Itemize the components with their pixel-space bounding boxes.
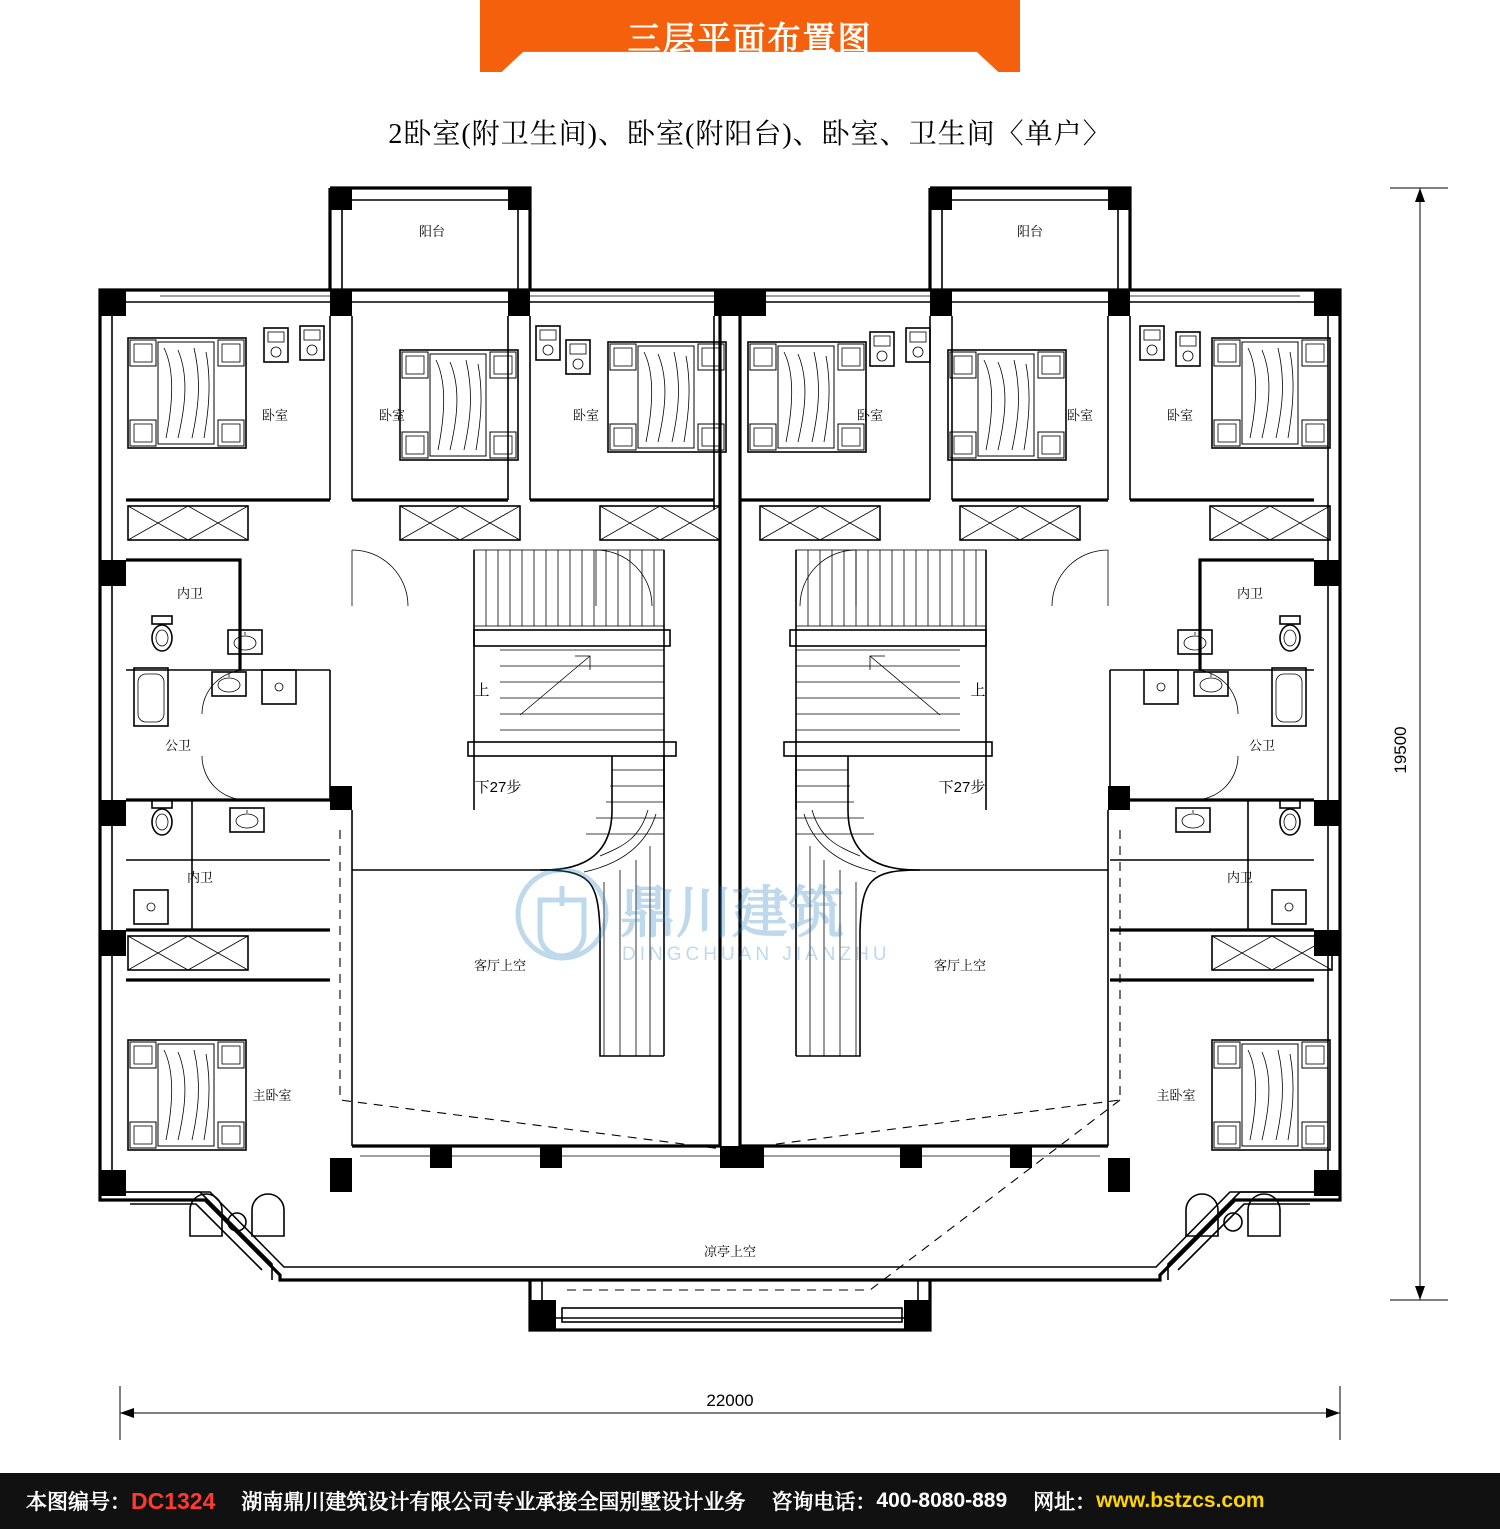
page-subtitle: 2卧室(附卫生间)、卧室(附阳台)、卧室、卫生间〈单户〉 xyxy=(388,119,1112,150)
website-value[interactable]: www.bstzcs.com xyxy=(1096,1489,1265,1512)
phone-value: 400-8080-889 xyxy=(876,1489,1008,1512)
company-name: 湖南鼎川建筑设计有限公司专业承接全国别墅设计业务 xyxy=(241,1491,746,1514)
svg-text:下27步: 下27步 xyxy=(474,779,522,796)
svg-text:公卫: 公卫 xyxy=(1248,738,1276,753)
svg-text:DINGCHUAN JIANZHU: DINGCHUAN JIANZHU xyxy=(622,944,891,965)
svg-text:客厅上空: 客厅上空 xyxy=(473,958,527,973)
svg-text:卧室: 卧室 xyxy=(378,408,406,423)
drawing-code-value: DC1324 xyxy=(131,1487,216,1514)
svg-text:内卫: 内卫 xyxy=(1236,586,1264,601)
svg-text:主卧室: 主卧室 xyxy=(252,1088,292,1103)
svg-text:主卧室: 主卧室 xyxy=(1156,1088,1196,1103)
svg-text:鼎川建筑: 鼎川建筑 xyxy=(620,881,844,944)
svg-text:阳台: 阳台 xyxy=(418,224,446,239)
page-title: 三层平面布置图 xyxy=(627,19,873,57)
svg-text:客厅上空: 客厅上空 xyxy=(933,958,987,973)
svg-text:凉亭上空: 凉亭上空 xyxy=(703,1244,757,1259)
svg-text:下27步: 下27步 xyxy=(938,779,986,796)
svg-text:卧室: 卧室 xyxy=(261,408,289,423)
svg-text:公卫: 公卫 xyxy=(164,738,192,753)
footer-bar xyxy=(0,1473,1500,1529)
svg-text:卧室: 卧室 xyxy=(1166,408,1194,423)
svg-text:卧室: 卧室 xyxy=(856,408,884,423)
svg-text:内卫: 内卫 xyxy=(1226,870,1254,885)
dim-width: 22000 xyxy=(706,1391,754,1410)
svg-text:卧室: 卧室 xyxy=(572,408,600,423)
svg-text:上: 上 xyxy=(474,682,490,699)
drawing-code-label: 本图编号： xyxy=(26,1491,131,1514)
svg-text:卧室: 卧室 xyxy=(1066,408,1094,423)
floor-plan-drawing xyxy=(0,170,1500,1470)
website-label: 网址： xyxy=(1033,1491,1097,1514)
svg-text:上: 上 xyxy=(970,682,986,699)
svg-text:内卫: 内卫 xyxy=(186,870,214,885)
svg-text:内卫: 内卫 xyxy=(176,586,204,601)
svg-text:阳台: 阳台 xyxy=(1016,224,1044,239)
dim-height: 19500 xyxy=(1391,726,1410,774)
phone-label: 咨询电话： xyxy=(771,1491,877,1514)
